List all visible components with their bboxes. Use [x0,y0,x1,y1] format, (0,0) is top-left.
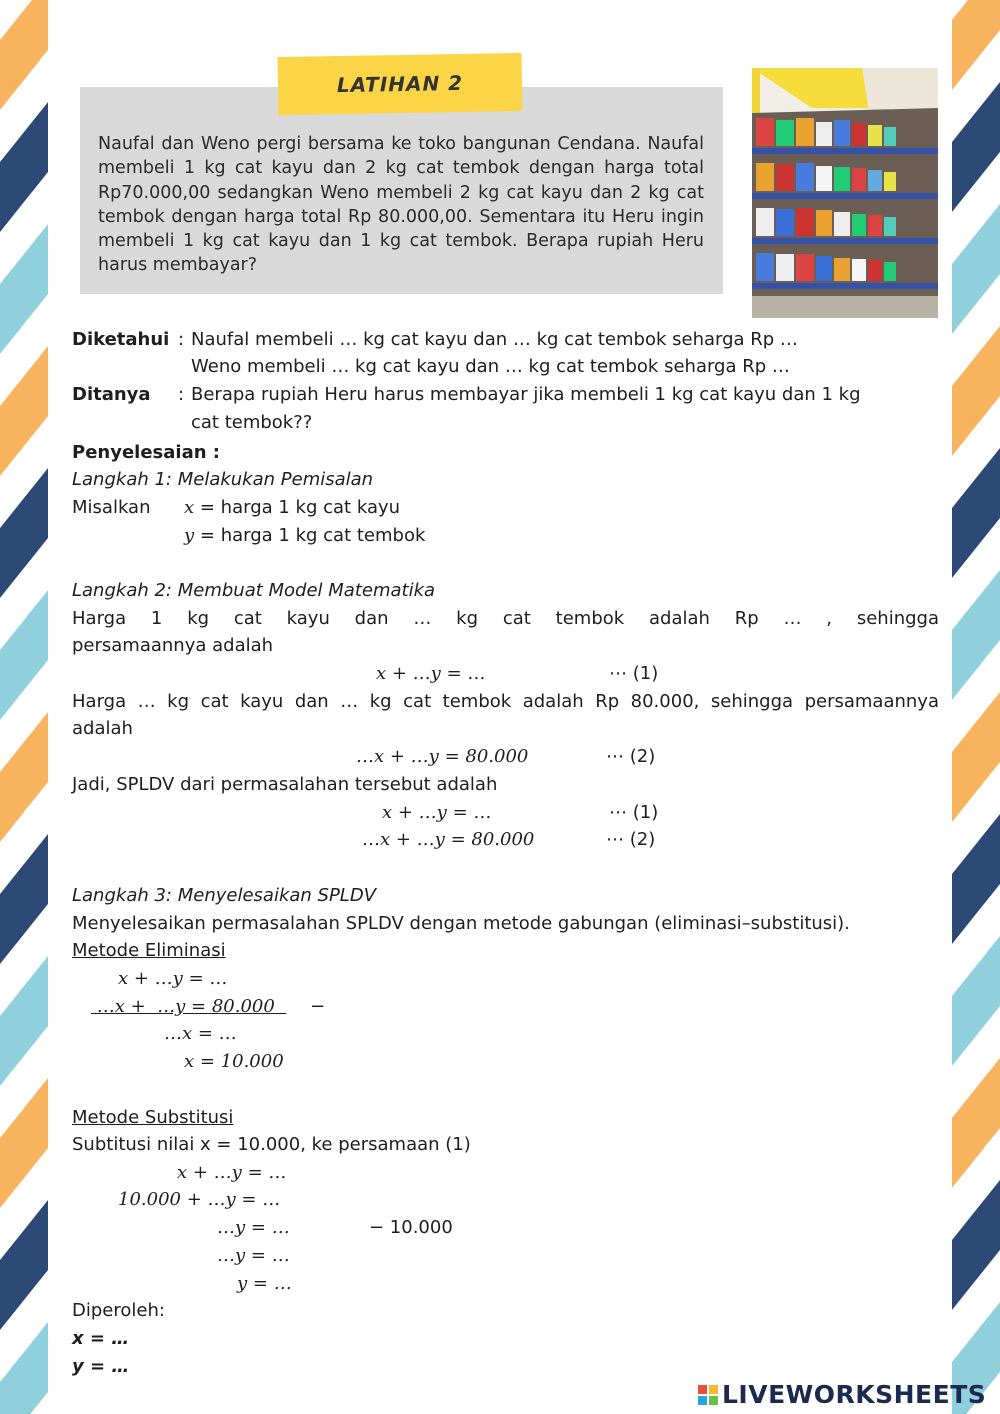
eliminasi-line-1: x + …y = … [118,968,228,989]
harga-2-line: Harga … kg cat kayu dan … kg cat tembok adalah Rp 80.000, sehingga persamaannya [72,691,939,712]
liveworksheets-watermark [698,1380,986,1409]
paint-store-photo [752,68,938,318]
x-definition-text: = harga 1 kg cat kayu [194,497,401,518]
diperoleh-label: Diperoleh: [72,1300,165,1321]
left-stripe-border [0,0,48,1414]
y-variable: y [184,525,195,546]
substitusi-heading: Metode Substitusi [72,1107,234,1128]
system-equation-2-number: ⋯ (2) [606,829,656,850]
eliminasi-line-3: …x = … [164,1023,237,1044]
ditanya-label: Ditanya [72,384,151,405]
page-title: LATIHAN 2 [278,53,523,115]
result-y: y = … [72,1356,130,1377]
harga-1-continuation: persamaannya adalah [72,635,274,656]
substitusi-line-3: …y = … [217,1217,290,1238]
ditanya-separator: : [178,384,185,405]
equation-1: x + …y = … [376,663,486,684]
equation-2: …x + …y = 80.000 [356,746,529,767]
ditanya-line-1: Berapa rupiah Heru harus membayar jika membeli 1 kg cat kayu dan 1 kg [191,384,861,405]
langkah-3-description: Menyelesaikan permasalahan SPLDV dengan metode gabungan (eliminasi–substitusi). [72,913,850,934]
system-equation-1: x + …y = … [382,802,492,823]
problem-text: Naufal dan Weno pergi bersama ke toko bangunan Cendana. Naufal membeli 1 kg cat kayu dan 2 kg cat tembok dengan harga total Rp70.000,00 sedangkan Weno membeli 2 kg cat kayu dan 2 kg cat tembok dengan harga total Rp 80.000,00. Sementara itu Heru ingin membeli 1 kg cat kayu dan 1 kg cat tembok. Berapa rupiah Heru harus membayar? [98,134,704,276]
y-definition [184,524,425,548]
harga-1-line: Harga 1 kg cat kayu dan … kg cat tembok adalah Rp … , sehingga [72,608,939,629]
harga-2-continuation: adalah [72,718,133,739]
result-x: x = … [72,1328,130,1349]
equation-2-number: ⋯ (2) [606,746,656,767]
system-equation-2: …x + …y = 80.000 [362,829,535,850]
x-variable: x [184,497,195,518]
langkah-1-title: Langkah 1: Melakukan Pemisalan [72,469,374,490]
x-definition [184,496,400,520]
substitusi-note: − 10.000 [369,1217,453,1238]
substitusi-intro: Subtitusi nilai x = 10.000, ke persamaan (1) [72,1134,471,1155]
substitusi-line-2: 10.000 + …y = … [118,1189,281,1210]
equation-1-number: ⋯ (1) [609,663,659,684]
system-equation-1-number: ⋯ (1) [609,802,659,823]
diketahui-line-2: Weno membeli … kg cat kayu dan … kg cat tembok seharga Rp … [191,356,790,377]
eliminasi-line-2: …x + …y = 80.000 [91,996,287,1017]
ditanya-line-2: cat tembok?? [191,412,313,433]
right-stripe-border [952,0,1000,1414]
problem-box [80,87,723,294]
langkah-2-title: Langkah 2: Membuat Model Matematika [72,580,436,601]
substitusi-line-5: y = … [237,1273,292,1294]
eliminasi-heading: Metode Eliminasi [72,940,226,961]
eliminasi-line-4: x = 10.000 [184,1051,284,1072]
y-definition-text: = harga 1 kg cat tembok [194,525,426,546]
misalkan-label: Misalkan [72,497,151,518]
diketahui-label: Diketahui [72,329,170,350]
diketahui-separator: : [178,329,185,350]
liveworksheets-logo-icon [698,1385,718,1405]
jadi-line: Jadi, SPLDV dari permasalahan tersebut adalah [72,774,498,795]
substitusi-line-1: x + …y = … [177,1162,287,1183]
langkah-3-title: Langkah 3: Menyelesaikan SPLDV [72,885,377,906]
penyelesaian-heading: Penyelesaian : [72,442,220,463]
diketahui-line-1: Naufal membeli … kg cat kayu dan … kg cat tembok seharga Rp … [191,329,798,350]
substitusi-line-4: …y = … [217,1245,290,1266]
eliminasi-minus-sign: − [310,996,326,1017]
watermark-text: LIVEWORKSHEETS [722,1380,987,1409]
